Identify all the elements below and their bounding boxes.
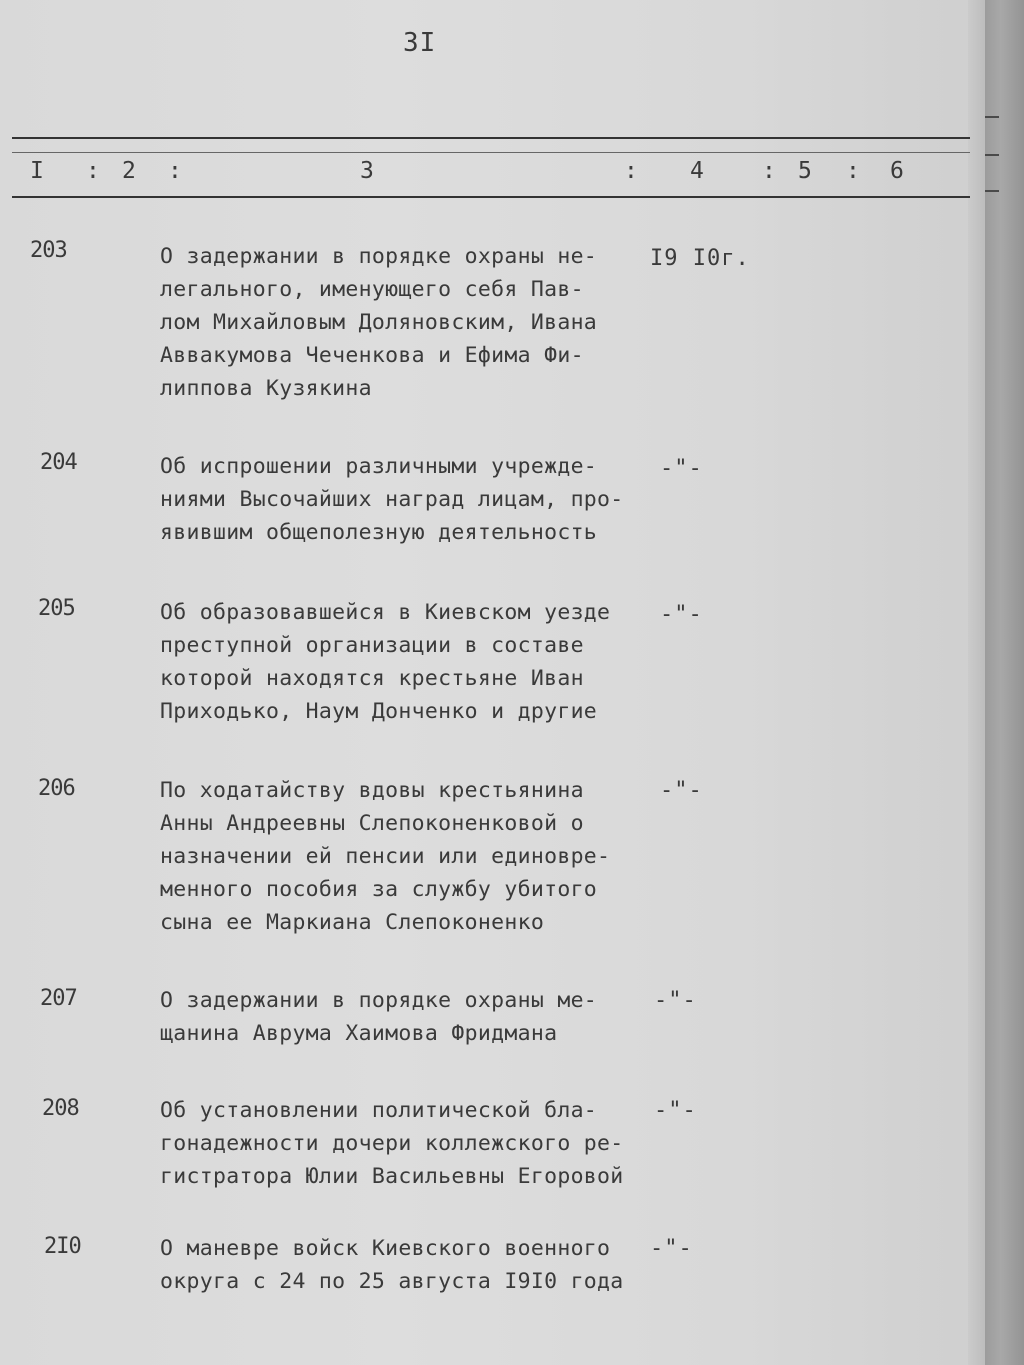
entry-date: I9 I0г. <box>650 246 750 271</box>
page-number: 3I <box>403 28 437 58</box>
entry-description <box>160 240 597 405</box>
column-separator: : <box>86 158 100 184</box>
entry-line: Аввакумова Чеченкова и Ефима Фи- <box>160 343 584 368</box>
entry-date: -"- <box>660 456 703 481</box>
edge-tick <box>985 190 999 192</box>
entry-number: 206 <box>38 776 75 801</box>
entry-line: явившим общеполезную деятельность <box>160 520 598 545</box>
entry-number: 208 <box>42 1096 79 1121</box>
entry-date: -"- <box>654 1098 697 1123</box>
underlying-sheet <box>985 0 1024 1365</box>
entry-line: легального, именующего себя Пав- <box>160 277 584 302</box>
entry-description <box>160 1094 624 1193</box>
column-header-4: 4 <box>690 158 704 184</box>
header-rule-middle <box>12 152 970 153</box>
column-separator: : <box>624 158 638 184</box>
edge-tick <box>985 116 999 118</box>
entry-line: гонадежности дочери коллежского ре- <box>160 1131 624 1156</box>
entry-description <box>160 450 624 549</box>
header-rule-top <box>12 137 970 139</box>
entry-line: По ходатайству вдовы крестьянина <box>160 778 584 803</box>
entry-line: которой находятся крестьяне Иван <box>160 666 584 691</box>
header-rule-bottom <box>12 196 970 198</box>
entry-line: назначении ей пенсии или единовре- <box>160 844 611 869</box>
entry-number: 204 <box>40 450 77 475</box>
column-header-1: I <box>30 158 44 184</box>
entry-description <box>160 774 610 939</box>
entry-line: менного пособия за службу убитого <box>160 877 598 902</box>
entry-line: липпова Кузякина <box>160 376 372 401</box>
entry-description <box>160 984 597 1050</box>
column-header-6: 6 <box>890 158 904 184</box>
entry-line: Об испрошении различными учрежде- <box>160 454 598 479</box>
entry-line: Об установлении политической бла- <box>160 1098 598 1123</box>
entry-line: Приходько, Наум Донченко и другие <box>160 699 598 724</box>
column-header-5: 5 <box>798 158 812 184</box>
entry-line: щанина Аврума Хаимова Фридмана <box>160 1021 558 1046</box>
column-separator: : <box>846 158 860 184</box>
entry-line: Об образовавшейся в Киевском уезде <box>160 600 611 625</box>
entry-line: лом Михайловым Доляновским, Ивана <box>160 310 598 335</box>
entry-line: преступной организации в составе <box>160 633 584 658</box>
entry-line: О маневре войск Киевского военного <box>160 1236 611 1261</box>
entry-date: -"- <box>650 1236 693 1261</box>
entry-date: -"- <box>660 602 703 627</box>
entry-line: округа с 24 по 25 августа I9I0 года <box>160 1269 624 1294</box>
entry-number: 203 <box>30 238 67 263</box>
entry-line: сына ее Маркиана Слепоконенко <box>160 910 545 935</box>
column-separator: : <box>762 158 776 184</box>
column-separator: : <box>168 158 182 184</box>
entry-line: О задержании в порядке охраны не- <box>160 244 598 269</box>
column-header-3: 3 <box>360 158 374 184</box>
entry-date: -"- <box>654 988 697 1013</box>
entry-number: 207 <box>40 986 77 1011</box>
entry-date: -"- <box>660 778 703 803</box>
entry-number: 205 <box>38 596 75 621</box>
entry-description <box>160 1232 624 1298</box>
entry-line: О задержании в порядке охраны ме- <box>160 988 598 1013</box>
entry-line: Анны Андреевны Слепоконенковой о <box>160 811 584 836</box>
entry-line: ниями Высочайших наград лицам, про- <box>160 487 624 512</box>
entry-line: гистратора Юлии Васильевны Егоровой <box>160 1164 624 1189</box>
edge-tick <box>985 154 999 156</box>
entry-number: 2I0 <box>44 1234 81 1259</box>
page-edge <box>968 0 985 1365</box>
column-header-2: 2 <box>122 158 136 184</box>
entry-description <box>160 596 610 728</box>
